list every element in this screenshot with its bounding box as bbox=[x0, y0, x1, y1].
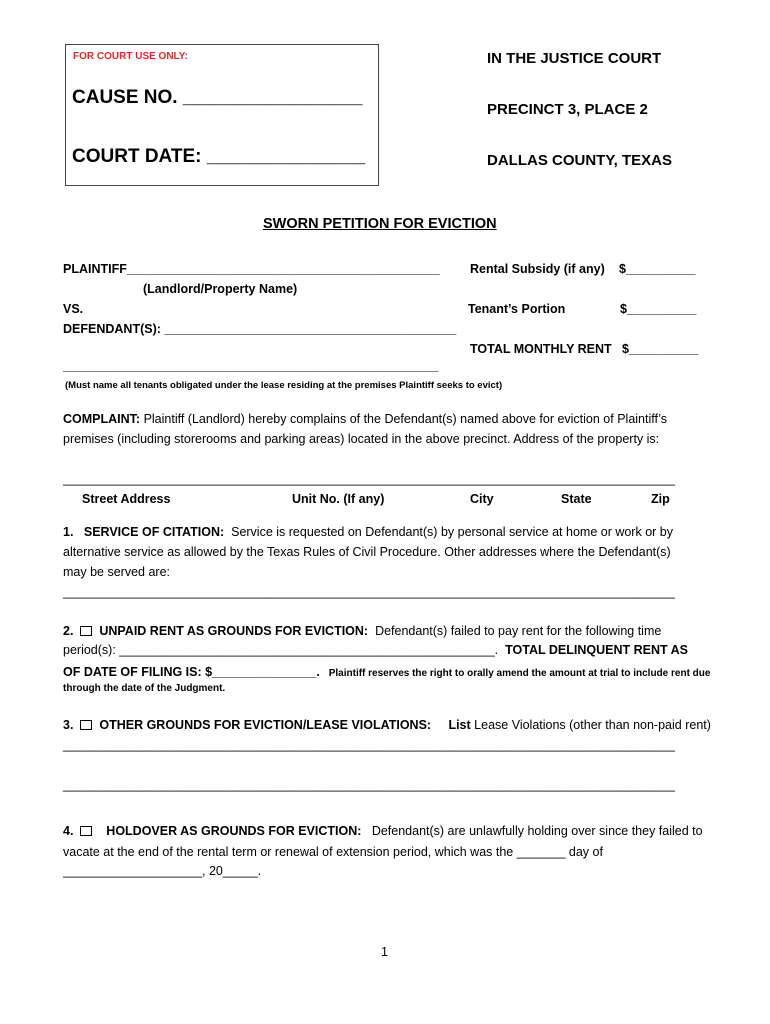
section-1-line-1 bbox=[63, 525, 673, 539]
section-2-line-2 bbox=[63, 643, 688, 657]
section-2-line-1 bbox=[63, 624, 661, 638]
tenants-note: (Must name all tenants obligated under the lease residing at the premises Plaintiff seeks to evict) bbox=[65, 380, 503, 391]
section-3-line-1 bbox=[63, 718, 711, 732]
court-name: IN THE JUSTICE COURT bbox=[487, 50, 662, 67]
lease-violations-field-1[interactable]: ________________________________________________________________________________________ bbox=[63, 738, 675, 752]
section-3-number: 3. bbox=[63, 718, 74, 732]
complaint-line-1 bbox=[63, 412, 667, 426]
court-date-field[interactable]: COURT DATE: _______________ bbox=[72, 146, 366, 167]
defendant-field-line2[interactable]: ______________________________________________________ bbox=[63, 359, 439, 373]
street-address-label: Street Address bbox=[82, 492, 171, 506]
section-2-heading: UNPAID RENT AS GROUNDS FOR EVICTION: bbox=[99, 624, 369, 638]
section-2-text-1: Defendant(s) failed to pay rent for the following time bbox=[375, 624, 662, 638]
section-4-line-2: vacate at the end of the rental term or renewal of extension period, which was the _______ day of bbox=[63, 845, 603, 859]
holdover-checkbox[interactable] bbox=[80, 826, 92, 836]
court-use-only-label: FOR COURT USE ONLY: bbox=[73, 51, 189, 62]
court-county: DALLAS COUNTY, TEXAS bbox=[487, 152, 673, 169]
total-monthly-rent-label: TOTAL MONTHLY RENT bbox=[470, 342, 612, 356]
lease-violations-field-2[interactable]: ________________________________________________________________________________________ bbox=[63, 778, 675, 792]
section-4-heading: HOLDOVER AS GROUNDS FOR EVICTION: bbox=[106, 824, 362, 838]
unpaid-rent-checkbox[interactable] bbox=[80, 626, 92, 636]
property-address-field[interactable]: ________________________________________________________________________________________ bbox=[63, 472, 675, 486]
total-delinquent-label: TOTAL DELINQUENT RENT AS bbox=[505, 643, 688, 657]
unit-number-label: Unit No. (If any) bbox=[292, 492, 385, 506]
section-2-reserve-text: Plaintiff reserves the right to orally amend the amount at trial to include rent due bbox=[328, 668, 711, 679]
court-use-box bbox=[65, 44, 379, 186]
state-label: State bbox=[561, 492, 592, 506]
page-number: 1 bbox=[381, 945, 388, 959]
section-2-line-3 bbox=[63, 663, 710, 681]
section-3-heading: OTHER GROUNDS FOR EVICTION/LEASE VIOLATIONS: bbox=[99, 718, 432, 732]
holdover-date-field[interactable]: ____________________, 20_____. bbox=[63, 864, 262, 878]
rental-subsidy-label: Rental Subsidy (if any) bbox=[470, 262, 605, 276]
delinquent-amount-field[interactable]: OF DATE OF FILING IS: $_______________. bbox=[63, 665, 320, 679]
section-2-number: 2. bbox=[63, 624, 74, 638]
section-4-text-1: Defendant(s) are unlawfully holding over since they failed to bbox=[371, 824, 703, 838]
rental-subsidy-field[interactable]: $__________ bbox=[619, 262, 696, 276]
plaintiff-caption: (Landlord/Property Name) bbox=[143, 282, 298, 296]
other-grounds-checkbox[interactable] bbox=[80, 720, 92, 730]
cause-number-field[interactable]: CAUSE NO. _________________ bbox=[72, 87, 363, 108]
rent-period-field[interactable]: period(s): ______________________________________________________. bbox=[63, 643, 499, 657]
page-title: SWORN PETITION FOR EVICTION bbox=[263, 216, 497, 232]
section-4-number: 4. bbox=[63, 824, 74, 838]
section-4-line-1 bbox=[63, 824, 703, 838]
plaintiff-field[interactable]: PLAINTIFF_____________________________________________ bbox=[63, 262, 440, 276]
other-addresses-field[interactable]: ________________________________________________________________________________________ bbox=[63, 585, 675, 599]
section-1-heading: SERVICE OF CITATION: bbox=[83, 525, 225, 539]
section-1-text-1: Service is requested on Defendant(s) by personal service at home or work or by bbox=[231, 525, 673, 539]
section-2-line-4: through the date of the Judgment. bbox=[63, 683, 226, 694]
section-1-line-2: alternative service as allowed by the Texas Rules of Civil Procedure. Other addresses where the Defendant(s) bbox=[63, 545, 671, 559]
section-1-line-3: may be served are: bbox=[63, 565, 170, 579]
versus-label: VS. bbox=[63, 302, 84, 316]
defendant-field[interactable]: DEFENDANT(S): __________________________________________ bbox=[63, 322, 457, 336]
court-precinct: PRECINCT 3, PLACE 2 bbox=[487, 101, 648, 118]
section-3-list-label: List bbox=[448, 718, 471, 732]
total-monthly-rent-field[interactable]: $__________ bbox=[622, 342, 699, 356]
tenant-portion-field[interactable]: $__________ bbox=[620, 302, 697, 316]
complaint-text-1: Plaintiff (Landlord) hereby complains of the Defendant(s) named above for eviction of Plaintiff’s bbox=[143, 412, 667, 426]
city-label: City bbox=[470, 492, 494, 506]
complaint-line-2: premises (including storerooms and parking areas) located in the above precinct. Address of the property is: bbox=[63, 432, 660, 446]
zip-label: Zip bbox=[651, 492, 670, 506]
complaint-label: COMPLAINT: bbox=[63, 412, 141, 426]
section-3-list-text: Lease Violations (other than non-paid rent) bbox=[474, 718, 711, 732]
section-1-number: 1. bbox=[63, 525, 74, 539]
tenant-portion-label: Tenant’s Portion bbox=[468, 302, 566, 316]
